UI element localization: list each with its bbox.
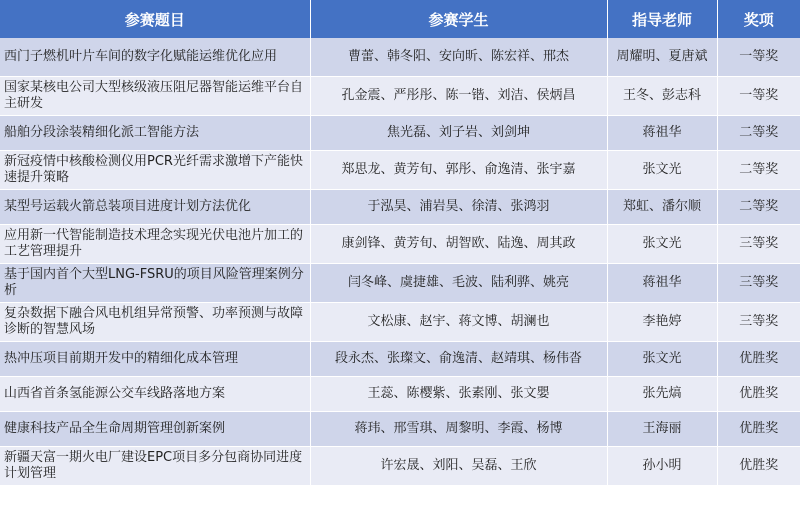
students-cell: 许宏晟、刘阳、吴磊、王欣 <box>310 447 607 486</box>
award-cell: 优胜奖 <box>717 342 800 377</box>
teacher-cell: 李艳婷 <box>607 303 717 342</box>
header-row <box>0 0 800 38</box>
topic-cell: 复杂数据下融合风电机组异常预警、功率预测与故障诊断的智慧风场 <box>0 303 310 342</box>
award-cell: 优胜奖 <box>717 447 800 486</box>
award-cell: 优胜奖 <box>717 412 800 447</box>
award-cell: 一等奖 <box>717 77 800 116</box>
teacher-cell: 王冬、彭志科 <box>607 77 717 116</box>
table-row <box>0 116 800 151</box>
students-cell: 文松康、赵宇、蒋文博、胡澜也 <box>310 303 607 342</box>
students-cell: 康剑锋、黄芳旬、胡智欧、陆逸、周其政 <box>310 225 607 264</box>
header-topic: 参赛题目 <box>0 0 310 38</box>
table-row <box>0 303 800 342</box>
students-cell: 闫冬峰、虞捷雄、毛波、陆利骅、姚亮 <box>310 264 607 303</box>
students-cell: 孔金震、严彤彤、陈一锴、刘洁、侯炳昌 <box>310 77 607 116</box>
topic-cell: 基于国内首个大型LNG-FSRU的项目风险管理案例分析 <box>0 264 310 303</box>
award-cell: 二等奖 <box>717 190 800 225</box>
table-row <box>0 377 800 412</box>
award-cell: 优胜奖 <box>717 377 800 412</box>
topic-cell: 热冲压项目前期开发中的精细化成本管理 <box>0 342 310 377</box>
teacher-cell: 周耀明、夏唐斌 <box>607 38 717 77</box>
topic-cell: 健康科技产品全生命周期管理创新案例 <box>0 412 310 447</box>
students-cell: 于泓昊、浦岩昊、徐清、张鸿羽 <box>310 190 607 225</box>
students-cell: 焦光磊、刘子岩、刘剑坤 <box>310 116 607 151</box>
teacher-cell: 张文光 <box>607 342 717 377</box>
teacher-cell: 郑虹、潘尔顺 <box>607 190 717 225</box>
teacher-cell: 孙小明 <box>607 447 717 486</box>
award-cell: 二等奖 <box>717 151 800 190</box>
award-cell: 三等奖 <box>717 264 800 303</box>
topic-cell: 山西省首条氢能源公交车线路落地方案 <box>0 377 310 412</box>
students-cell: 王蕊、陈樱紫、张素刚、张文嬰 <box>310 377 607 412</box>
table-row <box>0 151 800 190</box>
teacher-cell: 张文光 <box>607 225 717 264</box>
award-cell: 三等奖 <box>717 303 800 342</box>
students-cell: 曹蕾、韩冬阳、安向昕、陈宏祥、邢杰 <box>310 38 607 77</box>
table-row <box>0 190 800 225</box>
table-row <box>0 412 800 447</box>
topic-cell: 西门子燃机叶片车间的数字化赋能运维优化应用 <box>0 38 310 77</box>
table-row <box>0 77 800 116</box>
students-cell: 段永杰、张璨文、俞逸清、赵靖琪、杨伟沓 <box>310 342 607 377</box>
teacher-cell: 张文光 <box>607 151 717 190</box>
teacher-cell: 蒋祖华 <box>607 116 717 151</box>
header-students: 参赛学生 <box>310 0 607 38</box>
table-row <box>0 342 800 377</box>
topic-cell: 应用新一代智能制造技术理念实现光伏电池片加工的工艺管理提升 <box>0 225 310 264</box>
teacher-cell: 蒋祖华 <box>607 264 717 303</box>
teacher-cell: 王海丽 <box>607 412 717 447</box>
award-cell: 三等奖 <box>717 225 800 264</box>
award-cell: 一等奖 <box>717 38 800 77</box>
header-award: 奖项 <box>717 0 800 38</box>
topic-cell: 船舶分段涂装精细化派工智能方法 <box>0 116 310 151</box>
topic-cell: 新疆天富一期火电厂建设EPC项目多分包商协同进度计划管理 <box>0 447 310 486</box>
table-row <box>0 38 800 77</box>
students-cell: 郑思龙、黄芳旬、郭彤、俞逸清、张宇嘉 <box>310 151 607 190</box>
award-cell: 二等奖 <box>717 116 800 151</box>
students-cell: 蒋玮、邢雪琪、周黎明、李霞、杨博 <box>310 412 607 447</box>
table-row <box>0 447 800 486</box>
table-row <box>0 225 800 264</box>
table-row <box>0 264 800 303</box>
teacher-cell: 张先熇 <box>607 377 717 412</box>
topic-cell: 国家某核电公司大型核级液压阻尼器智能运维平台自主研发 <box>0 77 310 116</box>
header-teacher: 指导老师 <box>607 0 717 38</box>
topic-cell: 某型号运载火箭总装项目进度计划方法优化 <box>0 190 310 225</box>
topic-cell: 新冠疫情中核酸检测仪用PCR光纤需求激增下产能快速提升策略 <box>0 151 310 190</box>
